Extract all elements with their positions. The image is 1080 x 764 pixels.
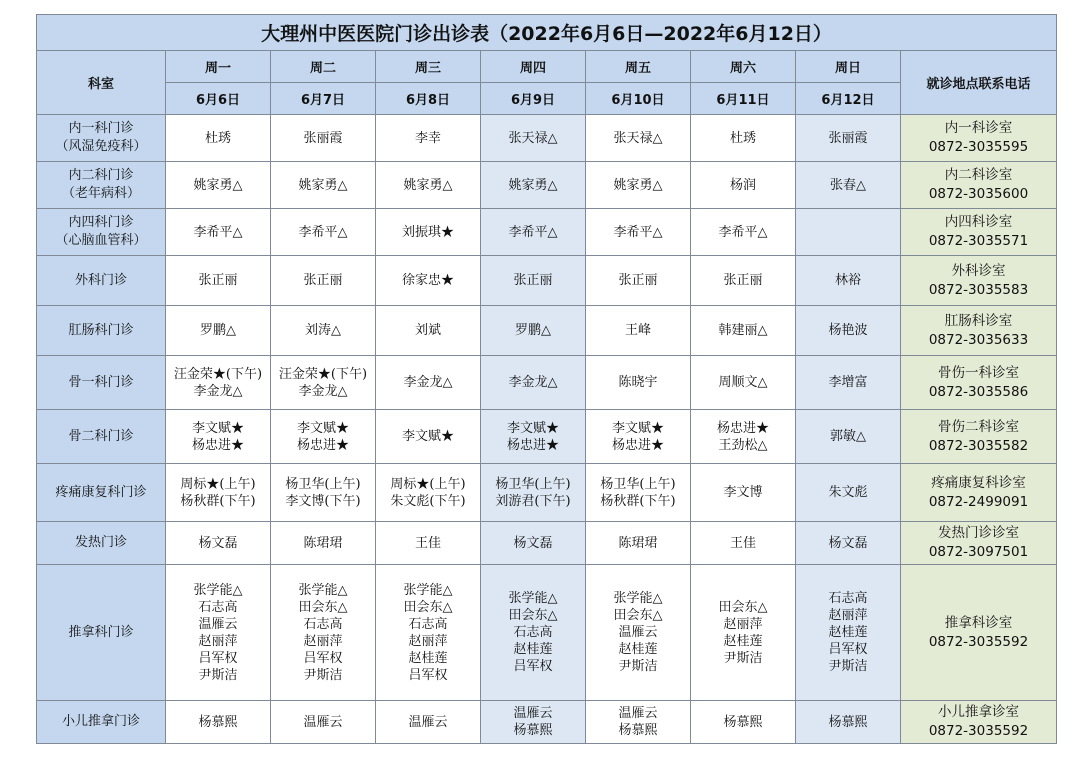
schedule-container <box>36 14 1056 744</box>
doctor-name: 杨卫华(上午) <box>495 476 571 492</box>
schedule-cell <box>586 162 691 209</box>
doctor-name: 王峰 <box>624 323 651 338</box>
doctor-name: 陈珺珺 <box>303 535 343 551</box>
schedule-cell <box>166 410 271 464</box>
dept-name: （心脑血管科） <box>55 233 147 248</box>
schedule-cell <box>376 464 481 522</box>
schedule-cell <box>166 565 271 701</box>
phone-number: 0872-3097501 <box>928 544 1029 560</box>
doctor-name: 石志高 <box>408 616 448 632</box>
date-header: 6月9日 <box>481 83 586 115</box>
clinic-room: 小儿推拿诊室 <box>938 704 1019 720</box>
doctor-name: 田会东△ <box>613 608 663 623</box>
schedule-cell <box>796 209 901 256</box>
table-row <box>37 565 1057 701</box>
table-row <box>37 115 1057 162</box>
schedule-cell <box>376 522 481 565</box>
doctor-name: 赵桂莲 <box>618 642 658 657</box>
doctor-name: 杨慕熙 <box>618 723 658 738</box>
page-title: 大理州中医医院门诊出诊表（2022年6月6日—2022年6月12日） <box>37 15 1057 51</box>
phone-number: 0872-3035586 <box>928 383 1029 400</box>
doctor-name: 姚家勇△ <box>193 177 243 193</box>
schedule-body <box>37 115 1057 744</box>
clinic-room: 内四科诊室 <box>944 214 1013 230</box>
schedule-cell <box>376 356 481 410</box>
schedule-cell <box>481 256 586 306</box>
doctor-name: 吕军权 <box>303 650 343 666</box>
schedule-cell <box>586 464 691 522</box>
doctor-name: 姚家勇△ <box>298 177 348 193</box>
doctor-name: 徐家忠★ <box>401 273 454 288</box>
date-header: 6月7日 <box>271 83 376 115</box>
schedule-cell <box>376 410 481 464</box>
doctor-name: 李金龙△ <box>298 383 348 399</box>
schedule-cell <box>586 306 691 356</box>
doctor-name: 周顺文△ <box>718 375 768 390</box>
doctor-name: 李文赋★ <box>401 429 454 444</box>
schedule-cell <box>796 256 901 306</box>
doctor-name: 刘斌 <box>414 323 441 338</box>
doctor-name: 赵桂莲 <box>828 625 868 640</box>
dept-name: 发热门诊 <box>74 535 127 550</box>
doctor-name: 张正丽 <box>723 273 763 288</box>
doctor-name: 罗鹏△ <box>200 323 236 338</box>
doctor-name: 温雁云 <box>198 616 238 632</box>
weekday-header: 周六 <box>691 51 796 83</box>
schedule-cell <box>376 306 481 356</box>
schedule-cell <box>796 701 901 744</box>
doctor-name: 郭敏△ <box>830 429 866 444</box>
schedule-cell <box>691 701 796 744</box>
doctor-name: 杨文磊 <box>828 535 868 551</box>
doctor-name: 张正丽 <box>303 273 343 288</box>
weekday-header: 周一 <box>166 51 271 83</box>
schedule-cell <box>166 464 271 522</box>
table-row <box>37 256 1057 306</box>
schedule-cell <box>481 410 586 464</box>
schedule-cell <box>166 256 271 306</box>
doctor-name: 张正丽 <box>198 273 238 288</box>
doctor-name: 刘游君(下午) <box>495 493 571 509</box>
dept-header: 科室 <box>37 51 166 115</box>
doctor-name: 尹斯洁 <box>828 659 868 674</box>
clinic-room: 内二科诊室 <box>944 167 1013 183</box>
dept-name: 疼痛康复科门诊 <box>55 484 147 500</box>
doctor-name: 张学能△ <box>508 591 558 606</box>
phone-number: 0872-3035600 <box>928 186 1029 202</box>
doctor-name: 赵桂莲 <box>723 633 763 649</box>
schedule-cell <box>271 306 376 356</box>
schedule-cell <box>376 256 481 306</box>
clinic-room: 肛肠科诊室 <box>944 312 1013 329</box>
doctor-name: 吕军权 <box>828 642 868 657</box>
schedule-cell <box>586 256 691 306</box>
doctor-name: 姚家勇△ <box>403 177 453 193</box>
clinic-room: 疼痛康复科诊室 <box>931 474 1026 491</box>
schedule-cell <box>586 701 691 744</box>
dept-cell <box>37 701 166 744</box>
doctor-name: 杨忠进★ <box>716 420 769 436</box>
schedule-cell <box>796 162 901 209</box>
doctor-name: 李文博 <box>723 485 763 500</box>
doctor-name: 李幸 <box>414 130 441 146</box>
dept-cell <box>37 256 166 306</box>
schedule-cell <box>691 410 796 464</box>
doctor-name: 石志高 <box>513 625 553 640</box>
schedule-cell <box>271 162 376 209</box>
doctor-name: 杨文磊 <box>198 535 238 551</box>
dept-cell <box>37 522 166 565</box>
doctor-name: 刘涛△ <box>305 323 341 338</box>
dept-cell <box>37 306 166 356</box>
doctor-name: 李希平△ <box>298 224 348 240</box>
doctor-name: 姚家勇△ <box>613 177 663 193</box>
schedule-table <box>36 14 1057 744</box>
doctor-name: 张正丽 <box>618 273 658 288</box>
dept-name: 内一科门诊 <box>68 121 134 136</box>
weekday-header: 周四 <box>481 51 586 83</box>
schedule-cell <box>796 522 901 565</box>
doctor-name: 石志高 <box>828 591 868 606</box>
phone-number: 0872-3035583 <box>928 281 1029 298</box>
schedule-cell <box>166 209 271 256</box>
schedule-cell <box>691 464 796 522</box>
weekday-header: 周五 <box>586 51 691 83</box>
doctor-name: 杨忠进★ <box>191 437 244 453</box>
doctor-name: 朱文彪 <box>828 485 868 500</box>
doctor-name: 周标★(上午) <box>180 476 256 492</box>
dept-cell <box>37 115 166 162</box>
doctor-name: 张丽霞 <box>303 130 343 146</box>
schedule-cell <box>586 209 691 256</box>
doctor-name: 李文赋★ <box>611 420 664 436</box>
doctor-name: 林裕 <box>834 273 861 288</box>
schedule-cell <box>586 115 691 162</box>
schedule-cell <box>481 209 586 256</box>
doctor-name: 温雁云 <box>513 706 553 721</box>
schedule-cell <box>481 522 586 565</box>
dept-name: 外科门诊 <box>74 272 127 288</box>
schedule-cell <box>481 306 586 356</box>
date-header: 6月12日 <box>796 83 901 115</box>
phone-number: 0872-3035592 <box>928 633 1029 650</box>
doctor-name: 杨卫华(上午) <box>285 476 361 492</box>
doctor-name: 杨慕熙 <box>513 723 553 738</box>
schedule-cell <box>691 209 796 256</box>
table-row <box>37 522 1057 565</box>
doctor-name: 赵丽萍 <box>828 608 868 623</box>
doctor-name: 汪金荣★(下午) <box>173 366 263 382</box>
doctor-name: 刘振琪★ <box>401 224 454 240</box>
schedule-cell <box>796 410 901 464</box>
table-row <box>37 306 1057 356</box>
doctor-name: 汪金荣★(下午) <box>278 366 368 382</box>
schedule-cell <box>166 306 271 356</box>
schedule-cell <box>481 701 586 744</box>
schedule-cell <box>271 522 376 565</box>
doctor-name: 尹斯洁 <box>618 659 658 674</box>
doctor-name: 杨慕熙 <box>723 714 763 730</box>
date-header: 6月11日 <box>691 83 796 115</box>
phone-number: 0872-3035633 <box>928 331 1029 348</box>
doctor-name: 张天禄△ <box>508 130 558 146</box>
doctor-name: 杨艳波 <box>828 323 868 338</box>
schedule-cell <box>271 256 376 306</box>
date-header: 6月8日 <box>376 83 481 115</box>
contact-cell <box>901 356 1057 410</box>
schedule-cell <box>481 356 586 410</box>
doctor-name: 赵桂莲 <box>408 650 448 666</box>
doctor-name: 李希平△ <box>508 224 558 240</box>
dept-name: 内二科门诊 <box>68 168 134 183</box>
doctor-name: 张正丽 <box>513 273 553 288</box>
doctor-name: 赵丽萍 <box>723 616 763 632</box>
schedule-cell <box>271 209 376 256</box>
schedule-cell <box>586 565 691 701</box>
doctor-name: 韩建丽△ <box>718 323 768 338</box>
schedule-cell <box>586 356 691 410</box>
doctor-name: 李希平△ <box>718 224 768 240</box>
doctor-name: 尹斯洁 <box>198 667 238 683</box>
clinic-room: 内一科诊室 <box>944 120 1013 136</box>
doctor-name: 陈晓宇 <box>618 375 658 390</box>
table-row <box>37 356 1057 410</box>
schedule-cell <box>586 522 691 565</box>
doctor-name: 姚家勇△ <box>508 177 558 193</box>
doctor-name: 陈珺珺 <box>618 535 658 551</box>
phone-number: 0872-3035592 <box>928 723 1029 739</box>
doctor-name: 温雁云 <box>408 714 448 730</box>
doctor-name: 杨忠进★ <box>611 437 664 453</box>
schedule-cell <box>481 162 586 209</box>
doctor-name: 王劲松△ <box>718 437 768 453</box>
doctor-name: 杨忠进★ <box>296 437 349 453</box>
phone-number: 0872-3035571 <box>928 233 1029 249</box>
dept-name: （老年病科） <box>61 186 140 201</box>
schedule-cell <box>691 565 796 701</box>
clinic-room: 外科诊室 <box>951 262 1006 279</box>
schedule-cell <box>691 162 796 209</box>
doctor-name: 吕军权 <box>408 667 448 683</box>
date-header: 6月10日 <box>586 83 691 115</box>
schedule-cell <box>481 115 586 162</box>
contact-cell <box>901 522 1057 565</box>
doctor-name: 吕军权 <box>198 650 238 666</box>
doctor-name: 赵桂莲 <box>513 642 553 657</box>
doctor-name: 杜琇 <box>729 130 756 146</box>
dept-name: 骨一科门诊 <box>68 374 134 390</box>
schedule-cell <box>376 565 481 701</box>
doctor-name: 田会东△ <box>403 599 453 615</box>
contact-header: 就诊地点联系电话 <box>901 51 1057 115</box>
table-row <box>37 410 1057 464</box>
clinic-room: 骨伤二科诊室 <box>938 418 1019 435</box>
contact-cell <box>901 162 1057 209</box>
schedule-cell <box>271 565 376 701</box>
doctor-name: 李增富 <box>828 375 868 390</box>
schedule-cell <box>271 356 376 410</box>
doctor-name: 李希平△ <box>193 224 243 240</box>
schedule-cell <box>376 701 481 744</box>
schedule-cell <box>796 565 901 701</box>
doctor-name: 张丽霞 <box>828 130 868 146</box>
weekday-header: 周二 <box>271 51 376 83</box>
table-row <box>37 209 1057 256</box>
doctor-name: 李金龙△ <box>403 375 453 390</box>
contact-cell <box>901 115 1057 162</box>
schedule-cell <box>271 464 376 522</box>
dept-name: 小儿推拿门诊 <box>61 714 140 729</box>
contact-cell <box>901 306 1057 356</box>
schedule-cell <box>691 356 796 410</box>
schedule-cell <box>166 115 271 162</box>
doctor-name: 赵丽萍 <box>198 633 238 649</box>
doctor-name: 王佳 <box>729 535 756 551</box>
table-row <box>37 162 1057 209</box>
doctor-name: 田会东△ <box>298 599 348 615</box>
dept-cell <box>37 410 166 464</box>
doctor-name: 李文赋★ <box>191 420 244 436</box>
dept-cell <box>37 356 166 410</box>
doctor-name: 张天禄△ <box>613 130 663 146</box>
dept-cell <box>37 209 166 256</box>
phone-number: 0872-3035595 <box>928 139 1029 155</box>
doctor-name: 周标★(上午) <box>390 476 466 492</box>
clinic-room: 推拿科诊室 <box>944 614 1013 631</box>
schedule-cell <box>691 115 796 162</box>
schedule-cell <box>796 115 901 162</box>
dept-name: （风湿免疫科） <box>55 139 147 154</box>
table-row <box>37 701 1057 744</box>
doctor-name: 杨卫华(上午) <box>600 476 676 492</box>
doctor-name: 朱文彪(下午) <box>390 493 466 509</box>
schedule-cell <box>796 306 901 356</box>
doctor-name: 田会东△ <box>718 599 768 615</box>
table-row <box>37 464 1057 522</box>
doctor-name: 杨润 <box>729 177 756 193</box>
schedule-cell <box>271 410 376 464</box>
doctor-name: 杨文磊 <box>513 535 553 551</box>
contact-cell <box>901 410 1057 464</box>
weekday-header: 周三 <box>376 51 481 83</box>
schedule-cell <box>481 464 586 522</box>
doctor-name: 李金龙△ <box>508 375 558 390</box>
schedule-cell <box>376 209 481 256</box>
schedule-cell <box>586 410 691 464</box>
doctor-name: 石志高 <box>198 599 238 615</box>
doctor-name: 张学能△ <box>403 582 453 598</box>
dept-name: 肛肠科门诊 <box>68 322 134 338</box>
doctor-name: 杨慕熙 <box>828 714 868 730</box>
doctor-name: 张学能△ <box>613 591 663 606</box>
schedule-cell <box>166 522 271 565</box>
doctor-name: 罗鹏△ <box>515 323 551 338</box>
doctor-name: 杨忠进★ <box>506 437 559 453</box>
schedule-cell <box>166 701 271 744</box>
schedule-cell <box>691 522 796 565</box>
schedule-cell <box>376 162 481 209</box>
contact-cell <box>901 256 1057 306</box>
schedule-cell <box>481 565 586 701</box>
phone-number: 0872-2499091 <box>928 493 1029 510</box>
schedule-cell <box>796 356 901 410</box>
schedule-cell <box>691 306 796 356</box>
doctor-name: 吕军权 <box>513 659 553 674</box>
doctor-name: 李文博(下午) <box>285 493 361 509</box>
dept-name: 骨二科门诊 <box>68 428 134 444</box>
doctor-name: 杨秋群(下午) <box>180 493 256 509</box>
doctor-name: 李希平△ <box>613 224 663 240</box>
doctor-name: 温雁云 <box>618 706 658 721</box>
doctor-name: 李文赋★ <box>506 420 559 436</box>
doctor-name: 李文赋★ <box>296 420 349 436</box>
doctor-name: 张学能△ <box>298 582 348 598</box>
schedule-cell <box>796 464 901 522</box>
dept-cell <box>37 162 166 209</box>
doctor-name: 温雁云 <box>303 714 343 730</box>
schedule-cell <box>166 162 271 209</box>
date-header: 6月6日 <box>166 83 271 115</box>
schedule-cell <box>166 356 271 410</box>
dept-cell <box>37 464 166 522</box>
doctor-name: 杜琇 <box>204 130 231 146</box>
doctor-name: 赵丽萍 <box>303 633 343 649</box>
doctor-name: 温雁云 <box>618 625 658 640</box>
doctor-name: 石志高 <box>303 616 343 632</box>
doctor-name: 田会东△ <box>508 608 558 623</box>
schedule-cell <box>271 115 376 162</box>
contact-cell <box>901 464 1057 522</box>
contact-cell <box>901 209 1057 256</box>
schedule-cell <box>271 701 376 744</box>
weekday-header: 周日 <box>796 51 901 83</box>
doctor-name: 王佳 <box>414 535 441 551</box>
contact-cell <box>901 565 1057 701</box>
schedule-cell <box>376 115 481 162</box>
doctor-name: 张学能△ <box>193 582 243 598</box>
clinic-room: 骨伤一科诊室 <box>938 364 1019 381</box>
doctor-name: 杨秋群(下午) <box>600 493 676 509</box>
doctor-name: 杨慕熙 <box>198 714 238 730</box>
doctor-name: 赵丽萍 <box>408 633 448 649</box>
phone-number: 0872-3035582 <box>928 437 1029 454</box>
doctor-name: 李金龙△ <box>193 383 243 399</box>
doctor-name: 尹斯洁 <box>723 650 763 666</box>
dept-name: 内四科门诊 <box>68 215 134 230</box>
contact-cell <box>901 701 1057 744</box>
schedule-cell <box>691 256 796 306</box>
doctor-name: 张春△ <box>830 177 866 193</box>
clinic-room: 发热门诊诊室 <box>938 525 1019 541</box>
dept-name: 推拿科门诊 <box>68 624 134 640</box>
doctor-name: 尹斯洁 <box>303 667 343 683</box>
dept-cell <box>37 565 166 701</box>
